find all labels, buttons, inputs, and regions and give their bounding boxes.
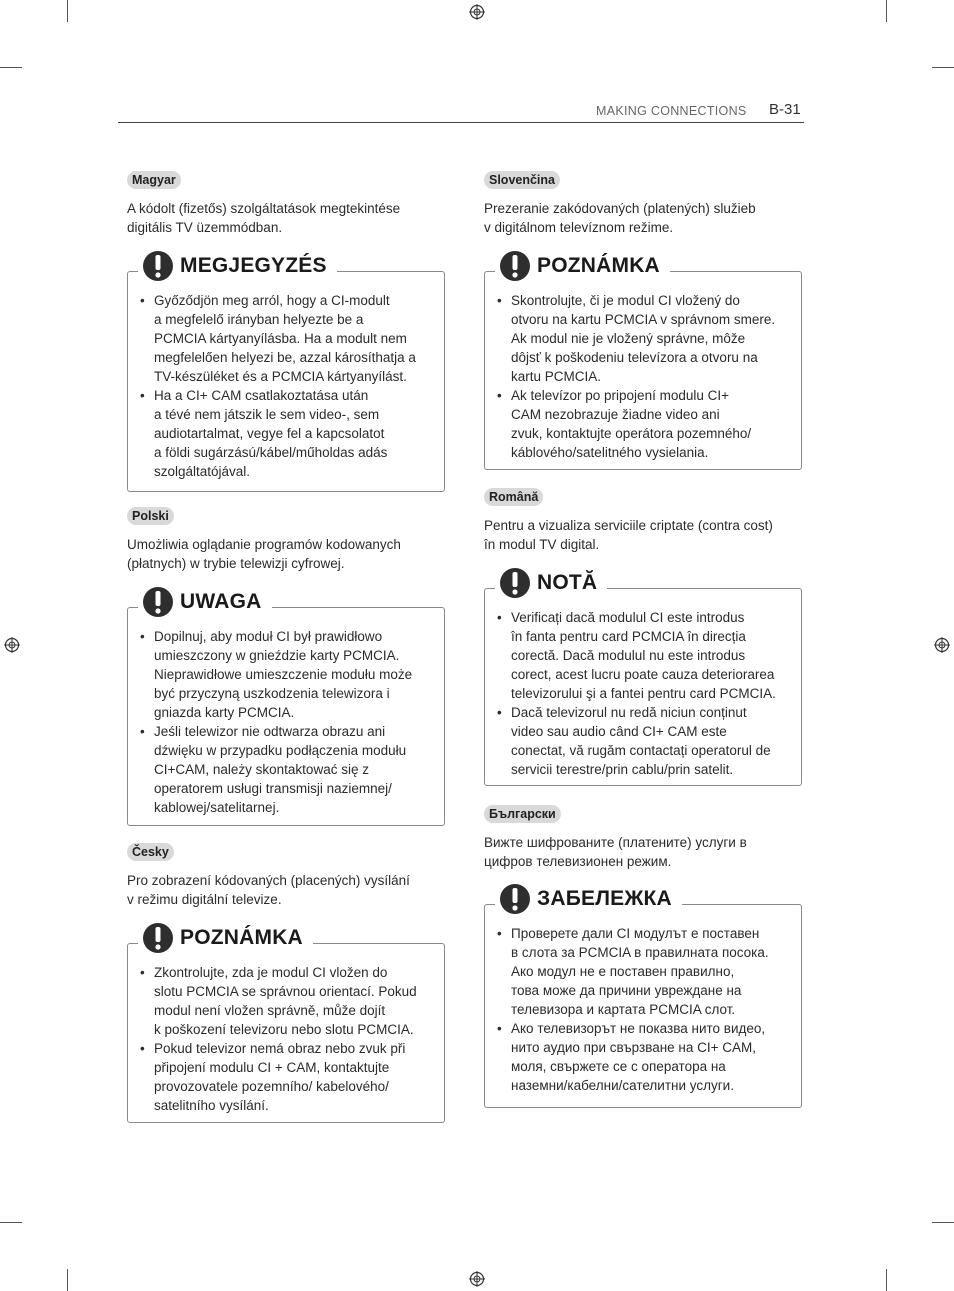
intro-line: Pro zobrazení kódovaných (placených) vysílání (127, 873, 410, 888)
note-line: kablowej/satelitarnej. (154, 800, 280, 815)
note-line: corect, acest lucru poate cauza deteriorarea (511, 667, 775, 682)
registration-mark-icon (469, 4, 485, 20)
note-line: наземни/кабелни/сателитни услуги. (511, 1078, 734, 1093)
note-line: provozovatele pozemního/ kabelového/ (154, 1079, 389, 1094)
note-list (485, 608, 801, 779)
note-line: audiotartalmat, vegye fel a kapcsolatot (154, 426, 385, 441)
note-line: • Zkontrolujte, zda je modul CI vložen do (154, 965, 388, 980)
note-header (138, 250, 337, 282)
note-header (138, 586, 272, 618)
note-item (154, 1039, 434, 1115)
note-line: video sau audio când CI+ CAM este (511, 724, 727, 739)
intro-line: A kódolt (fizetős) szolgáltatások megtekintése (127, 201, 401, 216)
intro-line: цифров телевизионен режим. (484, 854, 672, 869)
note-header (495, 883, 682, 915)
note-line: operatorem usługi transmisji naziemnej/ (154, 781, 392, 796)
note-line: a megfelelő irányban helyezte be a (154, 312, 364, 327)
note-line: modul není vložen správně, může dojít (154, 1003, 386, 1018)
note-line: PCMCIA kártyanyílásba. Ha a modult nem (154, 331, 407, 346)
note-title: POZNÁMKA (537, 254, 660, 277)
note-line: dźwięku w przypadku podłączenia modułu (154, 743, 407, 758)
note-title: NOTĂ (537, 571, 598, 594)
note-line: kartu PCMCIA. (511, 369, 602, 384)
intro-line: Вижте шифрованите (платените) услуги в (484, 835, 747, 850)
registration-mark-icon (4, 637, 20, 653)
note-line: • Проверете дали CI модулът е поставен (511, 926, 760, 941)
note-header (138, 922, 313, 954)
intro-line: în modul TV digital. (484, 537, 600, 552)
note-item (154, 627, 434, 722)
note-box (484, 571, 802, 786)
section-magyar (127, 171, 449, 479)
note-line: otvoru na kartu PCMCIA v správnom smere. (511, 312, 776, 327)
header-rule (118, 122, 804, 123)
exclamation-icon (142, 586, 174, 618)
note-line: • Ak televízor po pripojení modulu CI+ (511, 388, 729, 403)
note-list (128, 963, 444, 1115)
note-line: káblového/satelitného vysielania. (511, 445, 709, 460)
exclamation-icon (142, 922, 174, 954)
language-tag: Română (484, 488, 543, 506)
intro-line: v režimu digitální televize. (127, 892, 282, 907)
language-tag: Български (484, 805, 561, 823)
note-list (128, 627, 444, 817)
crop-mark (932, 67, 954, 68)
note-box (484, 887, 802, 1108)
note-box (127, 254, 445, 492)
note-box (127, 590, 445, 826)
note-line: a földi sugárzású/kábel/műholdas adás (154, 445, 388, 460)
intro-line: Prezeranie zakódovaných (platených) služieb (484, 201, 756, 216)
note-line: • Győződjön meg arról, hogy a CI-modult (154, 293, 390, 308)
note-line: • Pokud televizor nemá obraz nebo zvuk při (154, 1041, 406, 1056)
note-title: POZNÁMKA (180, 926, 303, 949)
note-line: în fanta pentru card PCMCIA în direcția (511, 629, 746, 644)
intro-line: Umożliwia oglądanie programów kodowanych (127, 537, 401, 552)
note-header (495, 250, 670, 282)
language-tag: Slovenčina (484, 171, 560, 189)
crop-mark (67, 1269, 68, 1291)
note-line: това може да причини увреждане на (511, 983, 742, 998)
section-bulgarski (484, 805, 806, 1093)
note-item (511, 608, 791, 703)
section-title: MAKING CONNECTIONS (596, 104, 747, 118)
note-list (128, 291, 444, 481)
exclamation-icon (499, 250, 531, 282)
note-line: umieszczony w gnieździe karty PCMCIA. (154, 648, 400, 663)
note-line: • Ha a CI+ CAM csatlakoztatása után (154, 388, 369, 403)
note-line: conectat, vă rugăm contactați operatorul de (511, 743, 771, 758)
intro-text (484, 199, 806, 237)
section-cesky (127, 843, 449, 1113)
note-line: k poškození televizoru nebo slotu PCMCIA. (154, 1022, 414, 1037)
note-line: • Dopilnuj, aby moduł CI był prawidłowo (154, 629, 383, 644)
note-line: • Ако телевизорът не показва нито видео, (511, 1021, 766, 1036)
note-list (485, 924, 801, 1095)
intro-text (484, 516, 806, 554)
note-line: televizorului şi a fantei pentru card PCMCIA. (511, 686, 776, 701)
note-line: • Skontrolujte, či je modul CI vložený do (511, 293, 740, 308)
note-item (154, 386, 434, 481)
note-line: dôjsť k poškodeniu televízora a otvoru na (511, 350, 758, 365)
note-line: в слота за PCMCIA в правилната посока. (511, 945, 769, 960)
note-line: • Dacă televizorul nu redă niciun conținut (511, 705, 747, 720)
note-item (154, 722, 434, 817)
note-line: • Verificați dacă modulul CI este introdus (511, 610, 745, 625)
section-polski (127, 507, 449, 815)
note-item (511, 1019, 791, 1095)
note-item (511, 386, 791, 462)
exclamation-icon (499, 883, 531, 915)
note-title: ЗАБЕЛЕЖКА (537, 887, 672, 910)
note-item (154, 291, 434, 386)
intro-line: v digitálnom televíznom režime. (484, 220, 674, 235)
note-line: • Jeśli telewizor nie odtwarza obrazu ani (154, 724, 386, 739)
intro-text (484, 833, 806, 871)
note-box (484, 254, 802, 470)
crop-mark (0, 1222, 22, 1223)
crop-mark (67, 0, 68, 22)
note-line: szolgáltatójával. (154, 464, 251, 479)
section-slovencina (484, 171, 806, 460)
note-line: CI+CAM, należy skontaktować się z (154, 762, 369, 777)
note-line: Ако модул не е поставен правилно, (511, 964, 735, 979)
intro-text (127, 199, 449, 237)
note-item (154, 963, 434, 1039)
language-tag: Magyar (127, 171, 181, 189)
note-line: připojení modulu CI + CAM, kontaktujte (154, 1060, 390, 1075)
note-line: gniazda karty PCMCIA. (154, 705, 295, 720)
registration-mark-icon (934, 637, 950, 653)
registration-mark-icon (469, 1271, 485, 1287)
crop-mark (0, 67, 22, 68)
exclamation-icon (142, 250, 174, 282)
language-tag: Polski (127, 507, 174, 525)
note-line: megfelelően helyezi be, azzal károsíthatja a (154, 350, 416, 365)
crop-mark (932, 1222, 954, 1223)
intro-line: digitális TV üzemmódban. (127, 220, 283, 235)
note-item (511, 703, 791, 779)
note-line: Ak modul nie je vložený správne, môže (511, 331, 746, 346)
note-header (495, 567, 607, 599)
note-line: być przyczyną uszkodzenia telewizora i (154, 686, 390, 701)
note-title: UWAGA (180, 590, 262, 613)
exclamation-icon (499, 567, 531, 599)
note-line: servicii terestre/prin cablu/prin satelit. (511, 762, 734, 777)
note-line: a tévé nem játszik le sem video-, sem (154, 407, 380, 422)
note-line: satelitního vysílání. (154, 1098, 269, 1113)
page-number: B-31 (769, 101, 801, 118)
intro-text (127, 871, 449, 909)
note-item (511, 924, 791, 1019)
note-item (511, 291, 791, 386)
crop-mark (886, 1269, 887, 1291)
crop-mark (886, 0, 887, 22)
language-tag: Česky (127, 843, 174, 861)
note-line: TV-készüléket és a PCMCIA kártyanyílást. (154, 369, 407, 384)
note-line: slotu PCMCIA se správnou orientací. Pokud (154, 984, 417, 999)
section-romana (484, 488, 806, 777)
note-line: corectă. Dacă modulul nu este introdus (511, 648, 746, 663)
note-line: Nieprawidłowe umieszczenie modułu może (154, 667, 413, 682)
note-line: моля, свържете се с оператора на (511, 1059, 726, 1074)
intro-text (127, 535, 449, 573)
note-line: нито аудио при свързване на CI+ CAM, (511, 1040, 757, 1055)
note-box (127, 926, 445, 1123)
note-line: телевизора и картата PCMCIA слот. (511, 1002, 736, 1017)
note-list (485, 291, 801, 462)
note-line: zvuk, kontaktujte operátora pozemného/ (511, 426, 752, 441)
note-title: MEGJEGYZÉS (180, 254, 327, 277)
intro-line: Pentru a vizualiza serviciile criptate (contra cost) (484, 518, 773, 533)
intro-line: (płatnych) w trybie telewizji cyfrowej. (127, 556, 345, 571)
note-line: CAM nezobrazuje žiadne video ani (511, 407, 720, 422)
